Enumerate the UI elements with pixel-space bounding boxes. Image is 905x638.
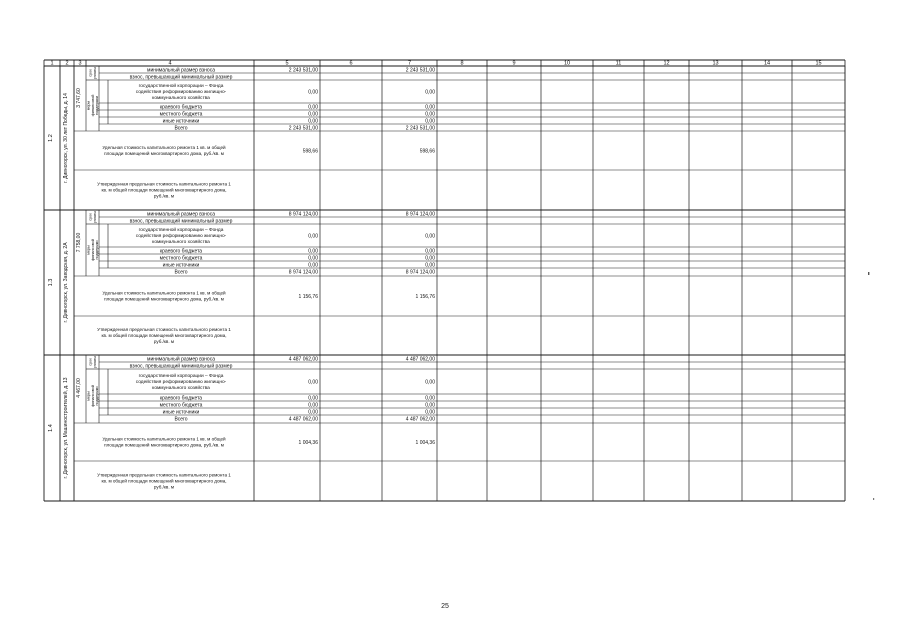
value-min-c7: 2 243 531,00 xyxy=(405,67,435,74)
support-measures-label xyxy=(86,95,99,117)
object-index: 1.2 xyxy=(48,134,54,142)
svg-text:мерыфинансовойподдержки: мерыфинансовойподдержки xyxy=(86,385,100,407)
row-label-over-min: взнос, превышающий минимальный размер xyxy=(129,363,233,370)
scan-artifact xyxy=(873,498,874,500)
object-address: г. Дивногорск, ул. Машиностроителей, д. 13 xyxy=(63,377,69,479)
object-area: 4 467,00 xyxy=(76,378,82,398)
row-label-local: местного бюджета xyxy=(159,402,203,409)
row-label-specific-cost: Удельная стоимость капитального ремонта 1 кв. м общей площади помещений многоквартирного дома, руб./кв. м xyxy=(102,290,226,302)
payment-term-label xyxy=(89,67,97,79)
value-total-c5: 2 243 531,00 xyxy=(288,125,318,132)
value-other-c5: 0,00 xyxy=(308,409,318,416)
row-label-min-contribution: минимальный размер взноса xyxy=(147,67,215,74)
row-label-total: Всего xyxy=(174,416,188,423)
header-number: 7 xyxy=(407,60,412,67)
object-index: 1.3 xyxy=(48,278,54,287)
object-address: г. Дивногорск, ул. Заводская, д. 2А xyxy=(63,242,69,323)
value-specific-c5: 1 156,76 xyxy=(298,294,318,300)
page-number: 25 xyxy=(441,603,449,610)
object-area: 7 758,00 xyxy=(76,232,82,253)
header-number: 6 xyxy=(349,60,353,67)
header-number: 15 xyxy=(815,60,822,67)
value-regional-c7: 0,00 xyxy=(425,395,435,402)
value-min-c7: 4 487 062,00 xyxy=(405,356,435,363)
value-min-c7: 8 974 124,00 xyxy=(405,211,435,218)
header-number: 2 xyxy=(65,60,69,67)
svg-text:мерыфинансовойподдержки: мерыфинансовойподдержки xyxy=(86,94,100,117)
value-other-c7: 0,00 xyxy=(425,262,435,269)
value-local-c5: 0,00 xyxy=(308,402,318,409)
svg-text:срокуплаты: срокуплаты xyxy=(88,67,97,79)
value-specific-c7: 1 004,36 xyxy=(415,440,435,446)
value-specific-c7: 1 156,76 xyxy=(415,294,435,300)
value-total-c5: 8 974 124,00 xyxy=(288,269,318,276)
value-regional-c7: 0,00 xyxy=(425,104,435,111)
value-specific-c5: 1 004,36 xyxy=(298,440,318,446)
row-label-min-contribution: минимальный размер взноса xyxy=(147,211,215,218)
value-regional-c7: 0,00 xyxy=(425,248,435,255)
header-number: 9 xyxy=(512,60,516,67)
payment-term-label xyxy=(89,211,97,223)
header-number: 13 xyxy=(712,60,719,67)
header-number: 10 xyxy=(563,60,571,67)
header-number: 11 xyxy=(615,60,622,67)
value-state-corp-c7: 0,00 xyxy=(425,233,435,240)
value-state-corp-c7: 0,00 xyxy=(425,379,435,386)
header-number: 8 xyxy=(460,60,464,67)
svg-text:срокуплаты: срокуплаты xyxy=(88,211,97,223)
value-total-c5: 4 487 062,00 xyxy=(288,416,318,423)
value-total-c7: 4 487 062,00 xyxy=(405,416,435,423)
payment-term-label xyxy=(89,356,97,368)
object-index: 1.4 xyxy=(48,424,54,432)
row-label-specific-cost: Удельная стоимость капитального ремонта 1 кв. м общей площади помещений многоквартирного дома, руб./кв. м xyxy=(102,145,226,157)
value-specific-c7: 598,66 xyxy=(419,148,435,155)
svg-text:срокуплаты: срокуплаты xyxy=(88,356,97,368)
row-label-state-corp: государственной корпорации – Фонда содействия реформированию жилищно-коммунального хозяйства xyxy=(135,374,227,392)
value-state-corp-c7: 0,00 xyxy=(425,89,435,96)
value-state-corp-c5: 0,00 xyxy=(308,379,318,386)
header-number: 14 xyxy=(763,60,771,67)
row-label-over-min: взнос, превышающий минимальный размер xyxy=(129,74,233,81)
value-min-c5: 4 487 062,00 xyxy=(288,356,318,363)
value-regional-c5: 0,00 xyxy=(308,248,318,255)
value-other-c7: 0,00 xyxy=(425,409,435,416)
value-local-c7: 0,00 xyxy=(425,255,435,262)
value-other-c7: 0,00 xyxy=(425,118,435,125)
row-label-approved-limit: Утвержденная предельная стоимость капитального ремонта 1 кв. м общей площади помещений многоквартирного дома, руб./кв. м xyxy=(97,327,231,345)
row-label-other: иные источники xyxy=(162,118,200,125)
row-label-specific-cost: Удельная стоимость капитального ремонта 1 кв. м общей площади помещений многоквартирного дома, руб./кв. м xyxy=(102,436,226,448)
value-local-c7: 0,00 xyxy=(425,111,435,118)
header-number: 12 xyxy=(663,60,670,67)
header-number: 5 xyxy=(285,60,289,67)
value-regional-c5: 0,00 xyxy=(308,104,318,111)
value-min-c5: 2 243 531,00 xyxy=(288,67,318,74)
object-area: 3 747,60 xyxy=(76,88,82,108)
row-label-approved-limit: Утвержденная предельная стоимость капитального ремонта 1 кв. м общей площади помещений многоквартирного дома, руб./кв. м xyxy=(97,181,231,199)
value-local-c5: 0,00 xyxy=(308,255,318,262)
row-label-regional: краевого бюджета xyxy=(159,395,203,402)
value-specific-c5: 598,66 xyxy=(302,148,318,155)
object-address: г. Дивногорск, ул. 30 лет Победы, д. 14 xyxy=(63,93,69,183)
row-label-total: Всего xyxy=(174,125,188,132)
row-label-min-contribution: минимальный размер взноса xyxy=(147,356,215,363)
value-total-c7: 8 974 124,00 xyxy=(405,269,435,276)
value-state-corp-c5: 0,00 xyxy=(308,233,318,240)
value-local-c7: 0,00 xyxy=(425,402,435,409)
header-number: 3 xyxy=(78,60,82,67)
row-label-local: местного бюджета xyxy=(159,111,203,118)
scan-artifact xyxy=(868,272,869,275)
row-label-regional: краевого бюджета xyxy=(159,248,203,255)
row-label-total: Всего xyxy=(174,269,188,276)
row-label-other: иные источники xyxy=(162,262,200,269)
value-min-c5: 8 974 124,00 xyxy=(288,211,318,218)
support-measures-label xyxy=(86,385,99,407)
row-label-regional: краевого бюджета xyxy=(159,104,203,111)
value-regional-c5: 0,00 xyxy=(308,395,318,402)
value-total-c7: 2 243 531,00 xyxy=(405,125,435,132)
header-number: 4 xyxy=(168,60,172,67)
value-other-c5: 0,00 xyxy=(308,262,318,269)
row-label-other: иные источники xyxy=(162,409,200,416)
value-other-c5: 0,00 xyxy=(308,118,318,125)
row-label-local: местного бюджета xyxy=(159,255,203,262)
value-state-corp-c5: 0,00 xyxy=(308,89,318,96)
value-local-c5: 0,00 xyxy=(308,111,318,118)
row-label-state-corp: государственной корпорации – Фонда содействия реформированию жилищно-коммунального хозяйства xyxy=(135,228,227,246)
row-label-state-corp: государственной корпорации – Фонда содействия реформированию жилищно-коммунального хозяйства xyxy=(135,84,227,102)
svg-text:мерыфинансовойподдержки: мерыфинансовойподдержки xyxy=(86,239,100,261)
support-measures-label xyxy=(86,239,99,261)
row-label-approved-limit: Утвержденная предельная стоимость капитального ремонта 1 кв. м общей площади помещений многоквартирного дома, руб./кв. м xyxy=(97,472,231,490)
row-label-over-min: взнос, превышающий минимальный размер xyxy=(129,218,233,225)
header-number: 1 xyxy=(50,60,54,67)
